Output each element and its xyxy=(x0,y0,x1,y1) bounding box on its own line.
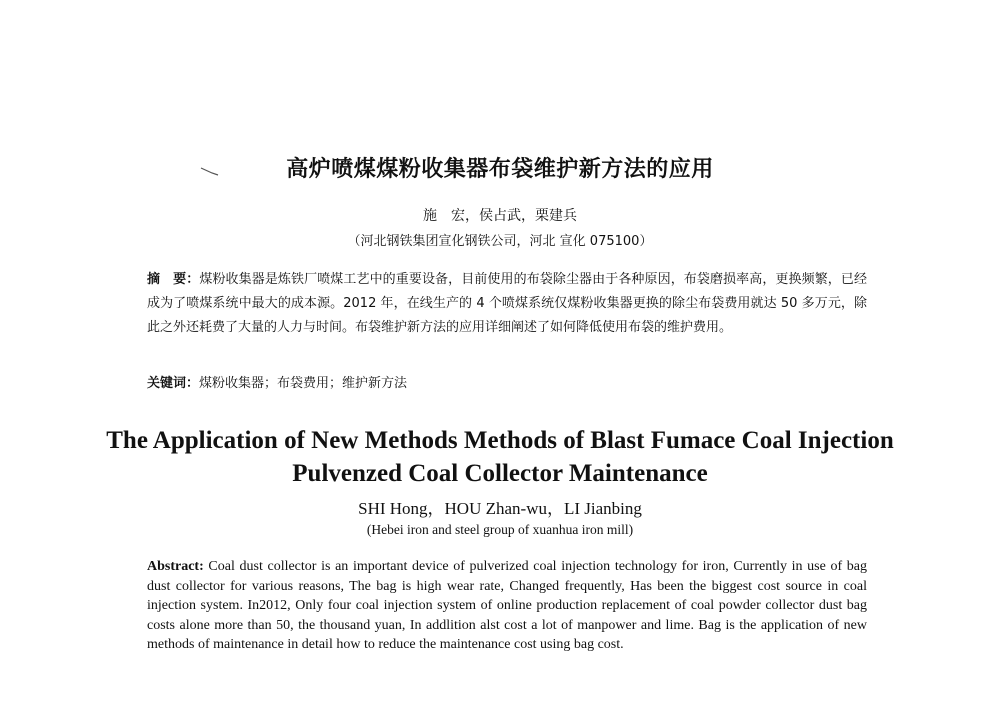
english-abstract-label: Abstract: xyxy=(147,559,204,574)
chinese-keywords-text: 煤粉收集器；布袋费用；维护新方法 xyxy=(199,376,408,391)
chinese-abstract-text: 煤粉收集器是炼铁厂喷煤工艺中的重要设备，目前使用的布袋除尘器由于各种原因，布袋磨损率高，更换频繁，已经成为了喷煤系统中最大的成本源。2012 年，在线生产的 4 个喷煤系统仅煤粉收集器更换的除尘布袋费用就达 50 多万元，除此之外还耗费了大量的人力与时间。布袋维护新方法的应用详细阐述了如何降低使用布袋的维护费用。 xyxy=(147,272,867,335)
english-authors: SHI Hong，HOU Zhan-wu，LI Jianbing xyxy=(358,499,642,518)
chinese-title: 高炉喷煤煤粉收集器布袋维护新方法的应用 xyxy=(286,157,714,182)
english-title-line-1: The Application of New Methods Methods of Blast Fumace Coal Injection xyxy=(106,427,894,454)
chinese-authors xyxy=(0,205,1000,225)
english-abstract-text: Coal dust collector is an important device of pulverized coal injection technology for iron, Currently in use of bag dust collector for various reasons, The bag is high wear rate, Changed frequently, Has been the biggest cost source in coal injection system. In2012, Only four coal injection system of online production replacement of coal powder collector dust bag costs alone more than 50, the thousand yuan, In addlition alst cost a lot of manpower and lime. Bag is the application of new methods of maintenance in detail how to reduce the maintenance cost using bag cost. xyxy=(147,559,867,652)
chinese-abstract-label: 摘 要： xyxy=(147,272,200,287)
english-abstract xyxy=(147,557,867,655)
english-title xyxy=(0,424,1000,490)
chinese-keywords xyxy=(147,373,867,395)
chinese-author-2: 侯占武， xyxy=(479,208,535,224)
chinese-author-3: 栗建兵 xyxy=(535,208,577,224)
english-title-line-2: Pulvenzed Coal Collector Maintenance xyxy=(292,460,708,487)
chinese-affiliation: （河北钢铁集团宣化钢铁公司，河北 宣化 075100） xyxy=(347,234,653,249)
chinese-abstract xyxy=(147,268,867,340)
chinese-author-1: 施 宏， xyxy=(423,208,479,224)
english-affiliation: (Hebei iron and steel group of xuanhua iron mill) xyxy=(366,522,634,537)
chinese-keywords-label: 关键词： xyxy=(147,376,200,391)
